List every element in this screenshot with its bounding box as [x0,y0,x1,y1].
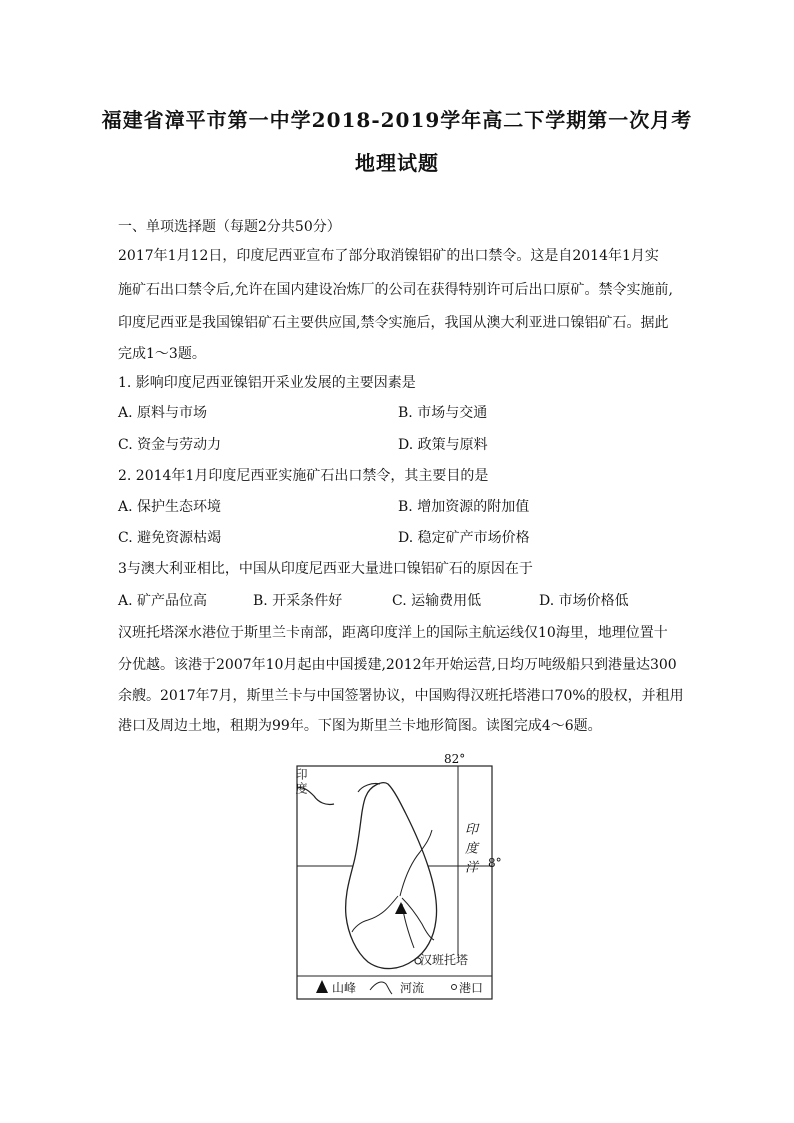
paper-title-line1: 福建省漳平市第一中学2018-2019学年高二下学期第一次月考 [101,108,693,132]
indian-ocean-label: 印度洋 [462,822,477,879]
passage1-line: 2017年1月12日，印度尼西亚宣布了部分取消镍铝矿的出口禁令。这是自2014年1月实 [118,248,659,264]
legend-peak-label: 山峰 [332,981,357,995]
india-label: 印度 [294,768,308,796]
question-1-stem: 1. 影响印度尼西亚镍铝开采业发展的主要因素是 [118,375,416,391]
sri-lanka-outline [346,783,437,969]
q3-option-b: B. 开采条件好 [253,593,343,609]
lon-82-label: 82° [444,752,466,766]
legend-river-label: 河流 [400,981,425,995]
passage2-line: 余艘。2017年7月，斯里兰卡与中国签署协议，中国购得汉班托塔港口70%的股权，并租用 [118,688,684,704]
sri-lanka-map [294,752,502,1001]
q1-option-d: D. 政策与原料 [398,437,488,453]
q3-option-d: D. 市场价格低 [539,593,629,609]
legend-port-symbol [452,985,457,990]
hambantota-label: 汉班托塔 [420,953,469,967]
legend-peak-symbol [316,980,328,993]
legend-port-label: 港口 [459,981,484,995]
passage1-line: 完成1～3题。 [118,346,206,362]
q2-option-a: A. 保护生态环境 [118,499,222,515]
section-heading: 一、单项选择题（每题2分共50分） [118,219,341,235]
q3-option-c: C. 运输费用低 [392,593,482,609]
q1-option-c: C. 资金与劳动力 [118,437,222,453]
q2-option-b: B. 增加资源的附加值 [398,499,530,515]
q2-option-d: D. 稳定矿产市场价格 [398,530,530,546]
passage1-line: 施矿石出口禁令后,允许在国内建设冶炼厂的公司在获得特别许可后出口原矿。禁令实施前, [118,282,673,298]
legend-river-symbol [370,982,392,994]
q3-option-a: A. 矿产品位高 [118,593,208,609]
passage2-line: 汉班托塔深水港位于斯里兰卡南部，距离印度洋上的国际主航运线仅10海里，地理位置十 [118,625,668,641]
passage2-line: 分优越。该港于2007年10月起由中国援建,2012年开始运营,日均万吨级船只到港量达300 [118,657,677,673]
q2-option-c: C. 避免资源枯竭 [118,530,222,546]
q1-option-a: A. 原料与市场 [118,405,208,421]
lat-8-label: 8° [488,856,502,870]
question-3-stem: 3与澳大利亚相比，中国从印度尼西亚大量进口镍铝矿石的原因在于 [118,561,533,577]
passage2-line: 港口及周边土地，租期为99年。下图为斯里兰卡地形简图。读图完成4～6题。 [118,718,602,734]
q1-option-b: B. 市场与交通 [398,405,488,421]
paper-title-line2: 地理试题 [355,151,439,175]
question-2-stem: 2. 2014年1月印度尼西亚实施矿石出口禁令，其主要目的是 [118,468,489,484]
passage1-line: 印度尼西亚是我国镍铝矿石主要供应国,禁令实施后，我国从澳大利亚进口镍铝矿石。据此 [118,315,669,331]
